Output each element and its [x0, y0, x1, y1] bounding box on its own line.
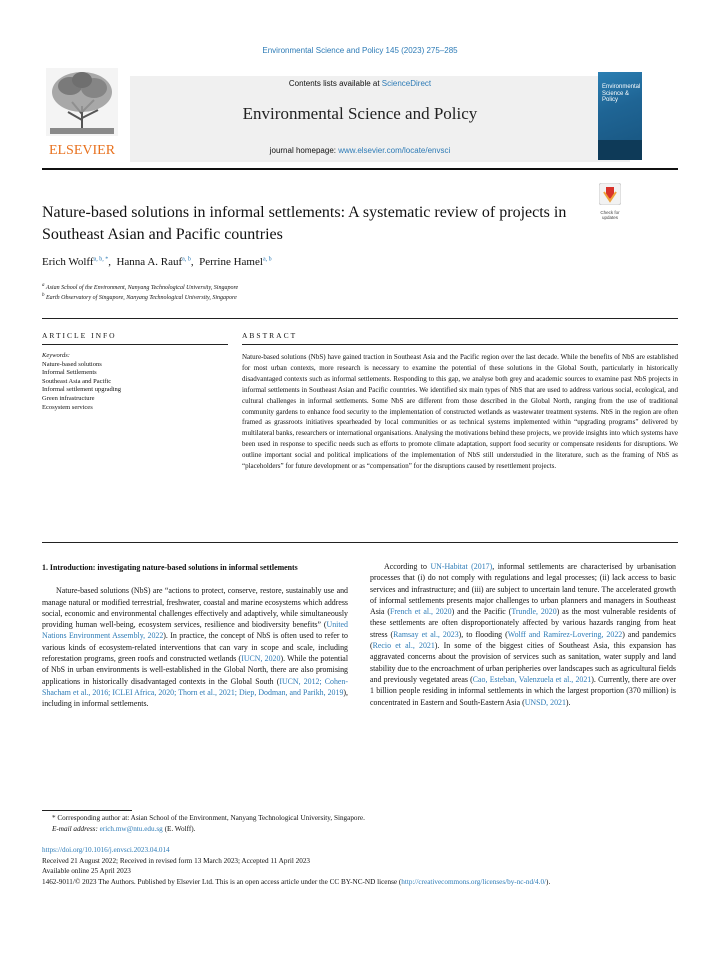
author-list: Erich Wolff$^{a, b, *}$, Hanna A. Rauf$^{a, b}$, Perrine Hamel$^{a, b}$ [42, 256, 272, 268]
license-prefix: 1462-9011/© 2023 The Authors. Published by Elsevier Ltd. This is an open access article under the CC BY-NC-ND license ( [42, 877, 402, 886]
received-dates: Received 21 August 2022; Received in revised form 13 March 2023; Accepted 11 April 2023 [42, 856, 311, 865]
cover-title: Environmental Science & Policy [602, 84, 641, 103]
keyword: Ecosystem services [42, 403, 93, 411]
journal-cover-thumbnail[interactable] [598, 72, 642, 160]
author-name[interactable]: Erich Wolff [42, 256, 94, 268]
paragraph-text: ) and the Pacific ( [451, 607, 512, 617]
cover-band [598, 140, 642, 160]
section-heading: 1. Introduction: investigating nature-based solutions in informal settlements [42, 563, 298, 572]
paragraph-text: ). In practice, the concept of NbS is often used to refer to various kinds of ecosystem-related interventions that can vary in scope and scale, including reforestation programs, green roofs and constructed wetlands ( [42, 631, 349, 664]
sciencedirect-link[interactable]: ScienceDirect [381, 79, 432, 88]
corresponding-author-note: * Corresponding author at: Asian School of the Environment, Nanyang Technological University, Singapore. [52, 814, 365, 822]
check-for-updates-icon [599, 183, 621, 205]
license-suffix: ). [546, 877, 551, 886]
author-marks[interactable]: a, b [262, 256, 272, 263]
citation-link[interactable]: Cao, Esteban, Valenzuela et al., 2021 [472, 674, 592, 684]
abstract-rule [242, 344, 678, 345]
journal-title: Environmental Science and Policy [242, 104, 478, 123]
available-online: Available online 25 April 2023 [42, 867, 131, 876]
citation-link[interactable]: Recio et al., 2021 [372, 641, 435, 651]
paragraph-text: According to [384, 562, 431, 571]
citation-link[interactable]: Wolff and Ramírez-Lovering, 2022 [507, 629, 623, 639]
author-marks[interactable]: a, b [182, 256, 191, 263]
elsevier-tree-icon [42, 66, 122, 158]
check-for-updates-badge[interactable] [594, 183, 626, 220]
keyword: Green infrastructure [42, 394, 95, 402]
paragraph-text: ), including in informal settlements. [42, 687, 348, 709]
citation-link[interactable]: Trundle, 2020 [511, 607, 557, 617]
body-rule [42, 542, 678, 543]
homepage-line [130, 146, 590, 155]
abstract-text: Nature-based solutions (NbS) have gained traction in Southeast Asia and the Pacific region over the last decade. While the benefits of NbS are established for most urban contexts, more research is necessary to examine the potential of these solutions in the Global South, particularly in historically disadvantaged contexts such as informal settlements. Responding to this gap, we analyse both grey and academic sources to examine past NbS projects in informal settlements in Southeast Asian and Pacific countries. We identified six main types of NbS that are used to address various social, ecological, and cultural challenges in informal settlements. Some NbS are different from those described in the Global North, ranging from the use of traditional community gardens to enhance food security to the implementation of constructed wetlands as wastewater treatment systems. NbS in the region are often framed as grassroots initiatives spearheaded by local communities or as technical systems implemented within “upgrading programs” delivered by multilateral banks, researchers or international organisations. Analysing the motivations behind these projects, we provide insights into which systems have been used in response to specific needs such as efforts to promote climate adaptation, support food security or compensate residents for disruptions. We outline important social and political implications of the implementation of NbS still understudied in the literature, such as the framing of NbS as “placeholders” for future development or as “compensation” for the disruptions caused by resettlement projects. [242, 353, 678, 471]
doi-link[interactable]: https://doi.org/10.1016/j.envsci.2023.04.014 [42, 846, 170, 855]
paragraph-text: ). While the potential of NbS in urban environments is well-established in the Global North, there are also promising applications in historically disadvantaged contexts in the Global South ( [42, 654, 349, 686]
email-link[interactable]: erich.mw@ntu.edu.sg [99, 824, 163, 833]
citation-link[interactable]: IUCN, 2020 [241, 654, 281, 664]
journal-reference-link[interactable]: Environmental Science and Policy 145 (2023) 275–285 [262, 46, 458, 55]
updates-label-2: updates [601, 215, 618, 220]
author-name[interactable]: Perrine Hamel [199, 256, 263, 268]
paragraph-text: Nature-based solutions (NbS) are “actions to protect, conserve, restore, sustainably use and manage natural or modified terrestrial, freshwater, coastal and marine ecosystems which address social, economic and environmental challenges effectively and adaptively, while simultaneously providing human well-being, ecosystem services, resilience and biodiversity benefits” ( [42, 586, 348, 630]
license-link[interactable]: http://creativecommons.org/licenses/by-nc-nd/4.0/ [401, 877, 547, 886]
email-line [42, 824, 678, 835]
affiliation-mark: a [42, 283, 45, 288]
keywords-label: Keywords: [42, 352, 70, 359]
email-label: E-mail address: [52, 824, 100, 833]
author-name[interactable]: Hanna A. Rauf [116, 256, 183, 268]
affiliation [42, 293, 602, 301]
homepage-prefix: journal homepage: [269, 146, 339, 155]
keyword: Informal Settlements [42, 369, 97, 377]
body-paragraph [42, 585, 348, 709]
keywords-list [42, 352, 228, 412]
updates-label-1: Check for [600, 210, 620, 215]
footnote-rule [42, 810, 132, 811]
keyword: Informal settlement upgrading [42, 386, 122, 394]
affiliation-text: Earth Observatory of Singapore, Nanyang Technological University, Singapore [46, 295, 237, 301]
citation-link[interactable]: Ramsay et al., 2023 [393, 629, 459, 639]
header-rule [42, 168, 678, 170]
paragraph-text: ). [565, 697, 571, 707]
citation-link[interactable]: IUCN, 2012; Cohen-Shacham et al., 2016; ICLEI Africa, 2020; Thorn et al., 2021; Diep, Dodman, and Parikh, 2019 [42, 676, 348, 697]
contents-prefix: Contents lists available at [288, 79, 382, 88]
citation-link[interactable]: UN-Habitat (2017) [430, 562, 493, 571]
article-title: Nature-based solutions in informal settlements: A systematic review of projects in Southeast Asian and Pacific countries [42, 204, 567, 243]
body-column-right [370, 561, 676, 708]
footnotes [42, 813, 678, 888]
abstract-heading: ABSTRACT [242, 331, 298, 340]
email-suffix: (E. Wolff). [162, 824, 196, 833]
citation-link[interactable]: UNSD, 2021 [524, 697, 566, 707]
body-column-left [42, 562, 348, 710]
paragraph-text: ) as the most vulnerable residents of these settlements are often disproportionately affected by various hazards ranging from heat stress ( [370, 607, 676, 639]
affiliation-text: Asian School of the Environment, Nanyang Technological University, Singapore [45, 285, 239, 291]
paragraph-text: ) and pandemics ( [370, 629, 676, 651]
elsevier-logo[interactable] [42, 66, 122, 158]
contents-line [130, 79, 590, 88]
citation-link[interactable]: French et al., 2020 [389, 607, 452, 617]
affiliation-mark: b [42, 293, 45, 298]
paragraph-text: ). Currently, there are over 1 billion people residing in informal settlements in which the largest proportion (370 million) is concentrated in Eastern and South-Eastern Asia ( [370, 674, 676, 707]
article-info-heading: ARTICLE INFO [42, 331, 117, 340]
article-info-rule [42, 344, 228, 345]
publisher-wordmark: ELSEVIER [48, 143, 116, 158]
body-paragraph [370, 561, 676, 708]
paragraph-text: , informal settlements are characterised by urbanisation processes that (i) do not comply with regulations and legal processes; (ii) lack access to basic services and infrastructure; and (iii) are subject to uncertain land tenure. The accelerated growth of informal settlements presents major challenges to urban planners and managers in Southeast Asia ( [370, 562, 677, 617]
affiliation [42, 283, 602, 291]
journal-homepage-link[interactable]: www.elsevier.com/locate/envsci [338, 146, 451, 155]
keyword: Nature-based solutions [42, 360, 102, 368]
affiliation-rule [42, 318, 678, 319]
paragraph-text: ), to flooding ( [458, 629, 508, 639]
license-line [42, 877, 678, 888]
paragraph-text: ). In some of the biggest cities of Southeast Asia, this expansion has aggravated concerns about the provision of services such as sanitation, water supply and land stability due to the encroachment of urban peripheries over landscapes such as agricultural fields and previously vegetated areas ( [370, 641, 676, 684]
citation-link[interactable]: United Nations Environment Assembly, 2022 [42, 620, 348, 641]
keyword: Southeast Asia and Pacific [42, 377, 112, 385]
author-marks[interactable]: a, b, * [93, 256, 109, 263]
